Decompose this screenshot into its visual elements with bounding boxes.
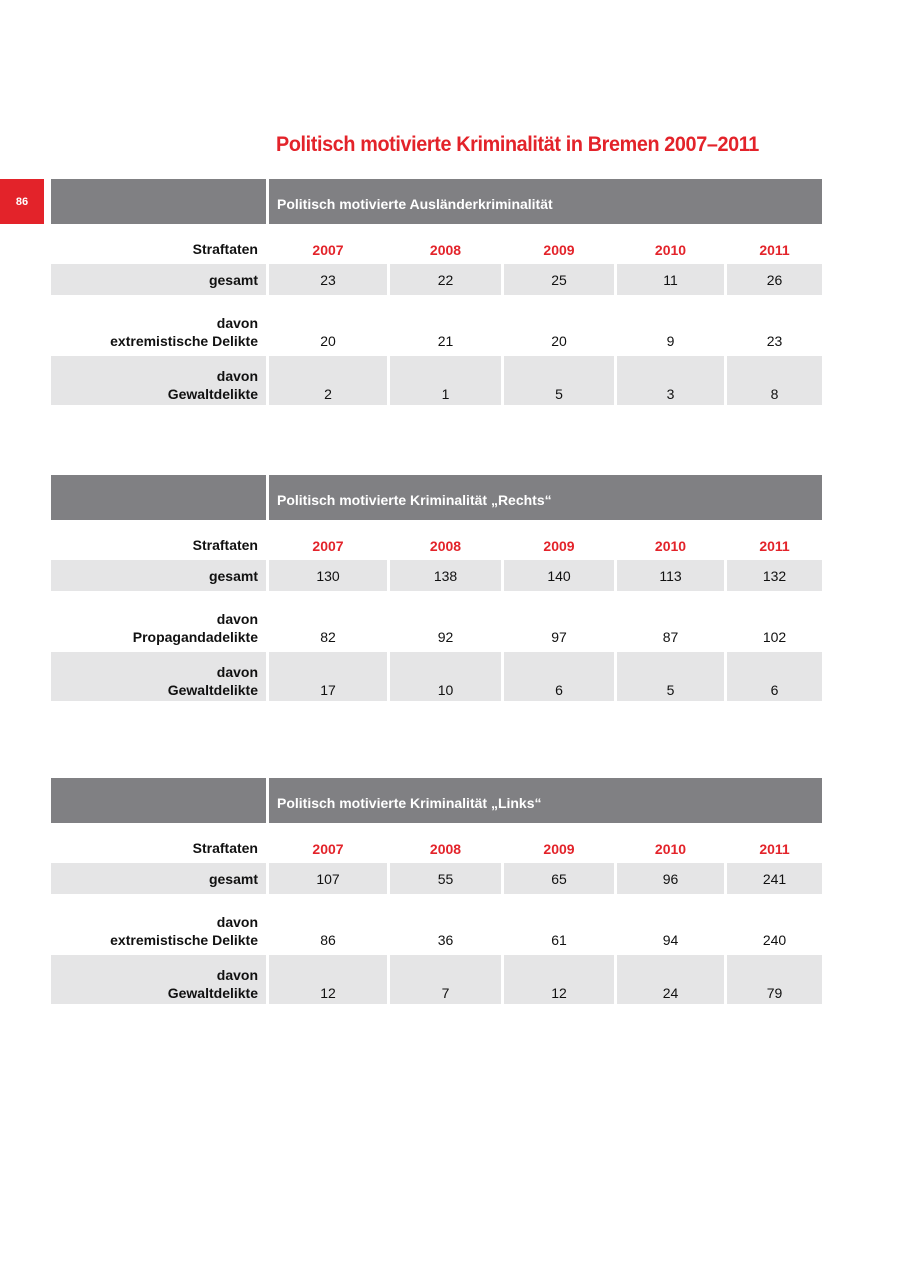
year-header: 2011 <box>759 242 790 258</box>
row-label <box>51 356 266 405</box>
table-cell: 23 <box>269 264 387 295</box>
table-header-blank <box>51 778 266 823</box>
table-cell: 130 <box>269 560 387 591</box>
year-header: 2010 <box>654 841 687 857</box>
year-header: 2009 <box>543 841 575 857</box>
row-label-line1: davon <box>216 368 258 384</box>
table-cell: 61 <box>551 932 567 948</box>
row-label-line2: gesamt <box>208 870 258 887</box>
table-row <box>51 863 822 894</box>
table-row <box>51 560 822 591</box>
table-year-row <box>51 823 822 863</box>
table-cell: 82 <box>320 629 336 645</box>
table-cell: 240 <box>762 932 787 948</box>
table-cell: 8 <box>727 356 822 405</box>
row-label-line2: Gewaltdelikte <box>167 386 258 402</box>
year-header: 2010 <box>654 538 687 554</box>
crime-table-1 <box>51 179 822 405</box>
table-cell: 20 <box>320 333 336 349</box>
table-cell: 10 <box>390 652 501 701</box>
table-cell: 21 <box>437 333 454 349</box>
table-cell: 102 <box>762 629 787 645</box>
row-label <box>51 652 266 701</box>
table-cell: 1 <box>390 356 501 405</box>
page-number-badge: 86 <box>0 179 44 224</box>
year-header: 2007 <box>312 841 344 857</box>
row-label-line1: davon <box>216 664 258 680</box>
table-cell: 3 <box>617 356 724 405</box>
row-label-line2: gesamt <box>208 567 258 584</box>
table-row <box>51 652 822 701</box>
year-header: 2008 <box>429 242 462 258</box>
straftaten-label: Straftaten <box>192 537 258 553</box>
year-header: 2007 <box>312 242 344 258</box>
row-label <box>51 264 266 295</box>
table-cell: 97 <box>551 629 567 645</box>
table-year-row <box>51 520 822 560</box>
table-cell: 17 <box>269 652 387 701</box>
table-heading: Politisch motivierte Kriminalität „Links“ <box>269 778 822 823</box>
table-cell: 132 <box>727 560 822 591</box>
table-cell: 65 <box>504 863 614 894</box>
table-cell: 138 <box>390 560 501 591</box>
table-cell: 22 <box>390 264 501 295</box>
table-cell: 2 <box>269 356 387 405</box>
table-header-blank <box>51 179 266 224</box>
table-cell: 92 <box>437 629 454 645</box>
table-cell: 86 <box>320 932 336 948</box>
year-header: 2010 <box>654 242 687 258</box>
row-label <box>51 901 266 951</box>
page-title: Politisch motivierte Kriminalität in Bremen 2007–2011 <box>276 132 759 156</box>
year-header: 2008 <box>429 538 462 554</box>
table-cell: 12 <box>269 955 387 1004</box>
table-cell: 241 <box>727 863 822 894</box>
table-header-blank <box>51 475 266 520</box>
row-label <box>51 863 266 894</box>
table-year-row <box>51 224 822 264</box>
row-label-line1: davon <box>216 967 258 983</box>
table-heading: Politisch motivierte Ausländerkriminalität <box>269 179 822 224</box>
table-row <box>51 598 822 648</box>
table-cell: 23 <box>766 333 783 349</box>
year-header: 2009 <box>543 538 575 554</box>
table-cell: 113 <box>617 560 724 591</box>
year-header: 2011 <box>759 841 790 857</box>
table-cell: 12 <box>504 955 614 1004</box>
table-cell: 11 <box>617 264 724 295</box>
crime-table-3 <box>51 778 822 1004</box>
row-label-line2: Gewaltdelikte <box>167 985 258 1001</box>
table-cell: 140 <box>504 560 614 591</box>
year-header: 2011 <box>759 538 790 554</box>
table-row <box>51 264 822 295</box>
table-cell: 55 <box>390 863 501 894</box>
table-cell: 87 <box>662 629 679 645</box>
row-label <box>51 302 266 352</box>
table-cell: 6 <box>504 652 614 701</box>
row-label-line1: davon <box>216 914 258 930</box>
table-cell: 6 <box>727 652 822 701</box>
crime-table-2 <box>51 475 822 701</box>
table-heading: Politisch motivierte Kriminalität „Rechts“ <box>269 475 822 520</box>
straftaten-label: Straftaten <box>192 241 258 257</box>
table-cell: 94 <box>662 932 679 948</box>
table-cell: 79 <box>727 955 822 1004</box>
row-label <box>51 560 266 591</box>
year-header: 2009 <box>543 242 575 258</box>
table-row <box>51 955 822 1004</box>
table-cell: 96 <box>617 863 724 894</box>
year-header: 2008 <box>429 841 462 857</box>
table-cell: 107 <box>269 863 387 894</box>
table-cell: 5 <box>504 356 614 405</box>
year-header: 2007 <box>312 538 344 554</box>
straftaten-label: Straftaten <box>192 840 258 856</box>
table-cell: 36 <box>437 932 454 948</box>
row-label-line2: Propagandadelikte <box>132 629 258 645</box>
table-cell: 9 <box>666 333 675 349</box>
row-label-line2: Gewaltdelikte <box>167 682 258 698</box>
row-label <box>51 598 266 648</box>
table-cell: 24 <box>617 955 724 1004</box>
table-cell: 7 <box>390 955 501 1004</box>
row-label-line1: davon <box>216 611 258 627</box>
row-label-line2: extremistische Delikte <box>110 333 258 349</box>
row-label-line2: extremistische Delikte <box>110 932 258 948</box>
row-label-line2: gesamt <box>208 271 258 288</box>
row-label <box>51 955 266 1004</box>
table-row <box>51 356 822 405</box>
table-cell: 26 <box>727 264 822 295</box>
table-cell: 5 <box>617 652 724 701</box>
row-label-line1: davon <box>216 315 258 331</box>
table-cell: 25 <box>504 264 614 295</box>
table-row <box>51 302 822 352</box>
table-cell: 20 <box>551 333 567 349</box>
table-row <box>51 901 822 951</box>
